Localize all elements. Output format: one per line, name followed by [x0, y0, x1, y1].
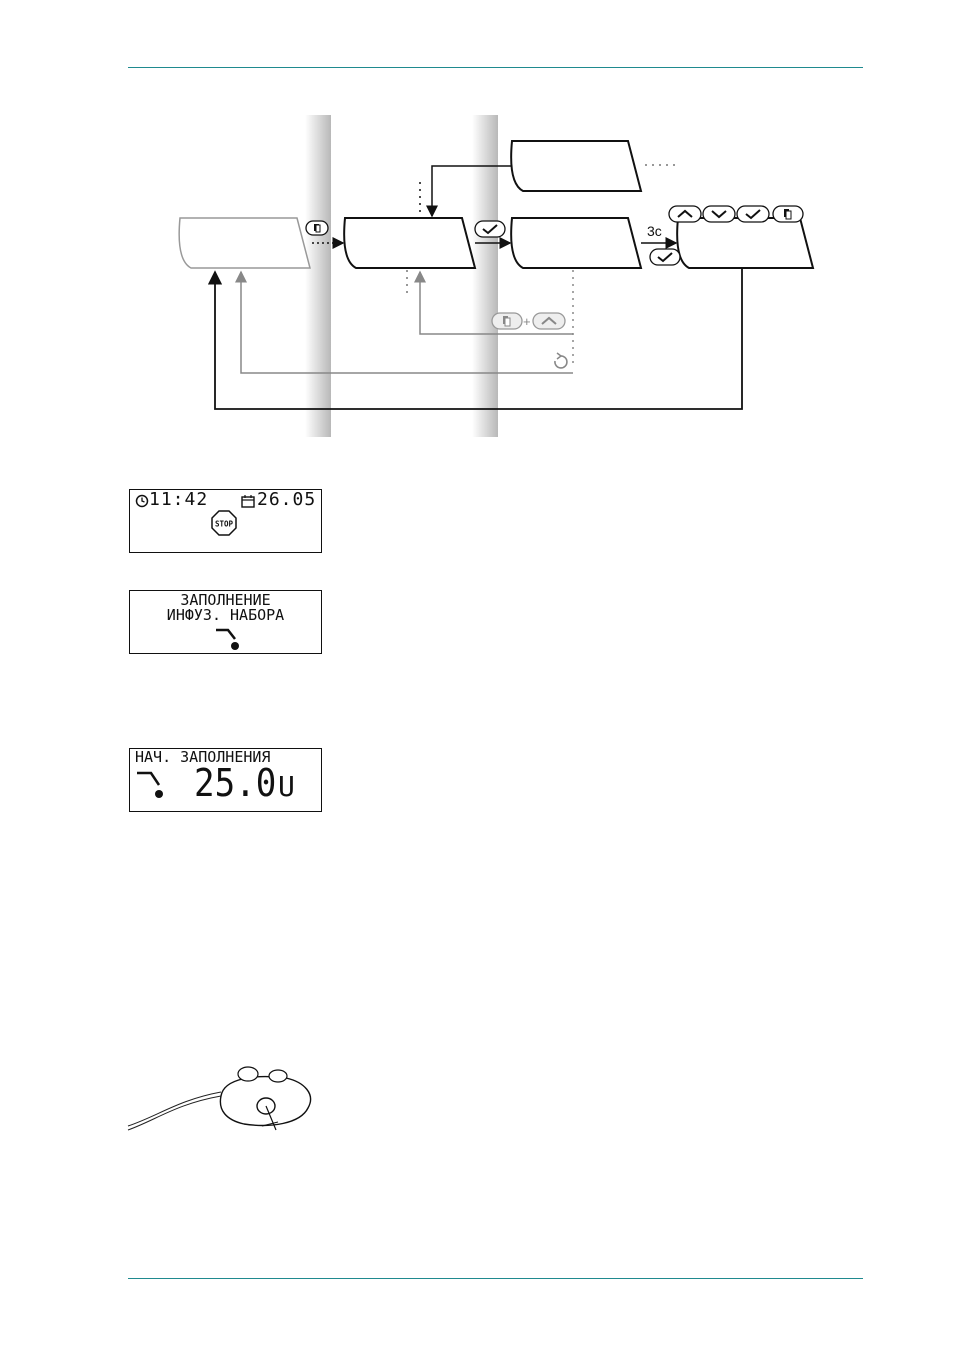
box-start-filling [511, 218, 641, 268]
box-top [511, 141, 641, 191]
menu-icon [773, 206, 803, 222]
lcd-screen-start-filling [129, 748, 322, 812]
menu-icon [492, 313, 522, 329]
lcd-date: 26.05 [257, 489, 317, 510]
check-icon [650, 249, 680, 265]
lcd-volume-unit: U [278, 770, 295, 803]
infusion-device-icon [126, 1060, 316, 1135]
arrow-up-icon [669, 206, 701, 222]
lcd-line-2: ИНФУЗ. НАБОРА [166, 606, 285, 624]
delay-label: 3с [647, 223, 662, 239]
lcd-time: 11:42 [149, 489, 209, 510]
infusion-set-icon [214, 627, 240, 653]
divider-shade-1 [305, 115, 331, 437]
box-filling [344, 218, 475, 268]
plus-sign: + [523, 314, 531, 329]
divider-shade-2 [472, 115, 498, 437]
arrow-up-icon [533, 313, 565, 329]
lcd-volume-value: 25.0 [194, 761, 277, 805]
menu-icon [306, 221, 328, 235]
lcd-line-1: ЗАПОЛНЕНИЕ [180, 591, 271, 609]
arrow-down-icon [703, 206, 735, 222]
box-start [179, 218, 310, 268]
clock-icon [135, 494, 149, 508]
stop-icon [211, 510, 237, 536]
lcd-screen-stop [129, 489, 322, 553]
infusion-set-icon [135, 769, 165, 801]
calendar-icon [241, 494, 255, 508]
menu-flow-diagram [0, 0, 953, 450]
check-icon [737, 206, 769, 222]
box-run [677, 218, 813, 268]
lcd-line-1: НАЧ. ЗАПОЛНЕНИЯ [135, 748, 271, 766]
footer-rule [128, 1278, 863, 1279]
check-icon [475, 221, 505, 237]
svg-text:STOP: STOP [214, 519, 234, 529]
back-icon [555, 353, 567, 368]
lcd-screen-fill-set [129, 590, 322, 654]
